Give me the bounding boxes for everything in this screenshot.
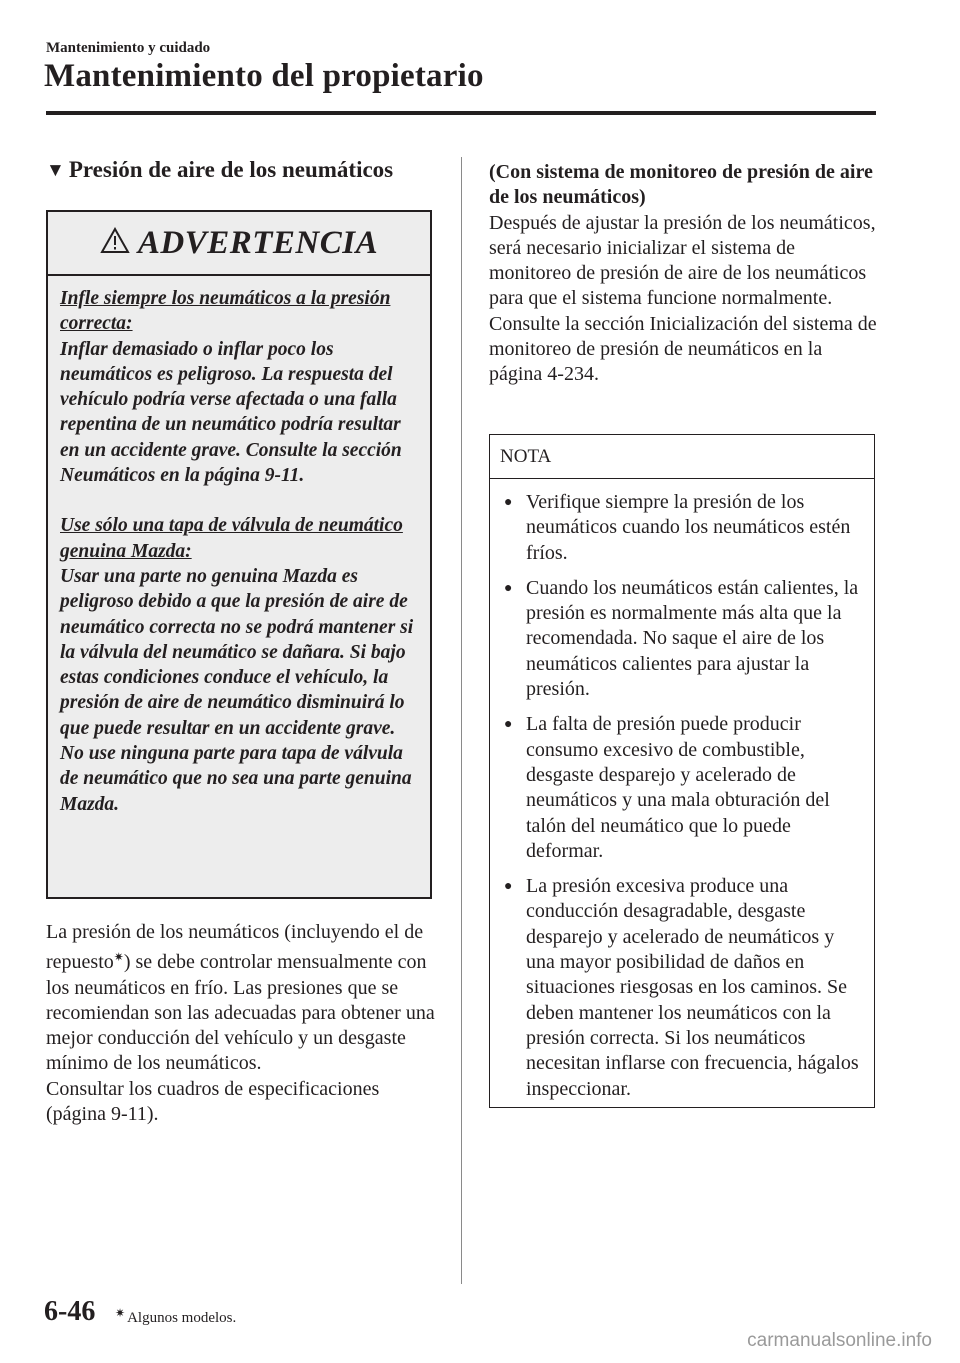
footnote-text: Algunos modelos. xyxy=(127,1310,237,1326)
pressure-text-part-2: ) se debe controlar mensualmente con los neumáticos en frío. Las presiones que se recomiendan son las adecuadas para obtener una mejor conducción del vehículo y un desgaste mínimo de los neumáticos. xyxy=(46,951,435,1075)
list-item xyxy=(502,874,868,1102)
tpms-heading: (Con sistema de monitoreo de presión de aire de los neumáticos) xyxy=(489,161,873,209)
subheading xyxy=(46,157,393,183)
pressure-paragraph xyxy=(46,920,441,1127)
warning-title: ADVERTENCIA xyxy=(137,224,379,261)
note-list xyxy=(490,479,874,1102)
watermark: carmanualsonline.info xyxy=(747,1330,932,1351)
tpms-text-1: Después de ajustar la presión de los neumáticos, será necesario inicializar el sistema de monitoreo de presión de aire de los neumáticos para que el sistema funcione normalmente. xyxy=(489,211,876,310)
warning-header xyxy=(48,212,430,276)
down-triangle-icon: ▼ xyxy=(46,160,65,181)
list-item xyxy=(502,712,868,864)
note-item-text: La presión excesiva produce una conducción desagradable, desgaste desparejo y acelerado de neumáticos y una mayor posibilidad de daños en situaciones riesgosas en los caminos. Se deben mantener los neumáticos con la presión correcta. Si los neumáticos necesitan inflarse con frecuencia, hágalos inspeccionar. xyxy=(526,875,859,1100)
note-item-text: Cuando los neumáticos están calientes, la presión es normalmente más alta que la recomendada. No saque el aire de los neumáticos calientes para ajustar la presión. xyxy=(526,576,859,701)
note-item-text: Verifique siempre la presión de los neumáticos cuando los neumáticos estén fríos. xyxy=(526,491,851,564)
spec-reference: Consultar los cuadros de especificaciones (página 9-11). xyxy=(46,1077,380,1126)
section-label: Mantenimiento y cuidado xyxy=(46,40,211,56)
warning-text-1: Inflar demasiado o inflar poco los neumáticos es peligroso. La respuesta del vehículo podría verse afectada o una falla repentina de un neumático podría resultar en un accidente grave. Consulte la sección Neumáticos en la página 9-11. xyxy=(60,338,402,487)
list-item xyxy=(502,576,868,702)
asterisk-icon: ✷ xyxy=(115,1306,126,1320)
subheading-text: Presión de aire de los neumáticos xyxy=(68,157,394,182)
page-title: Mantenimiento del propietario xyxy=(44,58,484,94)
bullet-icon: ● xyxy=(504,717,513,733)
asterisk-icon: ✷ xyxy=(113,950,124,965)
pressure-text-part-1: La presión de los neumáticos (incluyendo el de repuesto xyxy=(46,921,424,974)
bullet-icon: ● xyxy=(504,495,513,510)
page-number: 6-46 xyxy=(44,1296,96,1327)
pressure-text xyxy=(46,920,441,1077)
footnote xyxy=(115,1306,236,1327)
tpms-section xyxy=(489,160,879,388)
warning-body xyxy=(48,276,430,817)
list-item xyxy=(502,490,868,566)
note-item-text: La falta de presión puede producir consumo excesivo de combustible, desgaste desparejo y acelerado de neumáticos y una mala obturación del talón del neumático que lo puede deformar. xyxy=(526,713,830,862)
bullet-icon: ● xyxy=(504,879,513,895)
warning-triangle-icon xyxy=(100,227,130,259)
warning-text-2: Usar una parte no genuina Mazda es peligroso debido a que la presión de aire de neumático correcta no se podrá mantener si la válvula del neumático se dañara. Si bajo estas condiciones conduce el vehículo, la presión de aire de neumático disminuirá lo que puede resultar en un accidente grave. No use ninguna parte para tapa de válvula de neumático que no sea una parte genuina Mazda. xyxy=(60,565,414,815)
column-divider xyxy=(461,157,462,1284)
note-title: NOTA xyxy=(490,435,874,479)
warning-box xyxy=(46,210,432,899)
bullet-icon: ● xyxy=(504,580,513,596)
tpms-text-2: Consulte la sección Inicialización del sistema de monitoreo de presión de neumáticos en la página 4-234. xyxy=(489,312,877,386)
warning-heading-2: Use sólo una tapa de válvula de neumático genuina Mazda: xyxy=(60,515,403,562)
title-rule xyxy=(46,111,876,115)
warning-heading-1: Infle siempre los neumáticos a la presión correcta: xyxy=(60,288,391,335)
note-box xyxy=(489,434,875,1108)
